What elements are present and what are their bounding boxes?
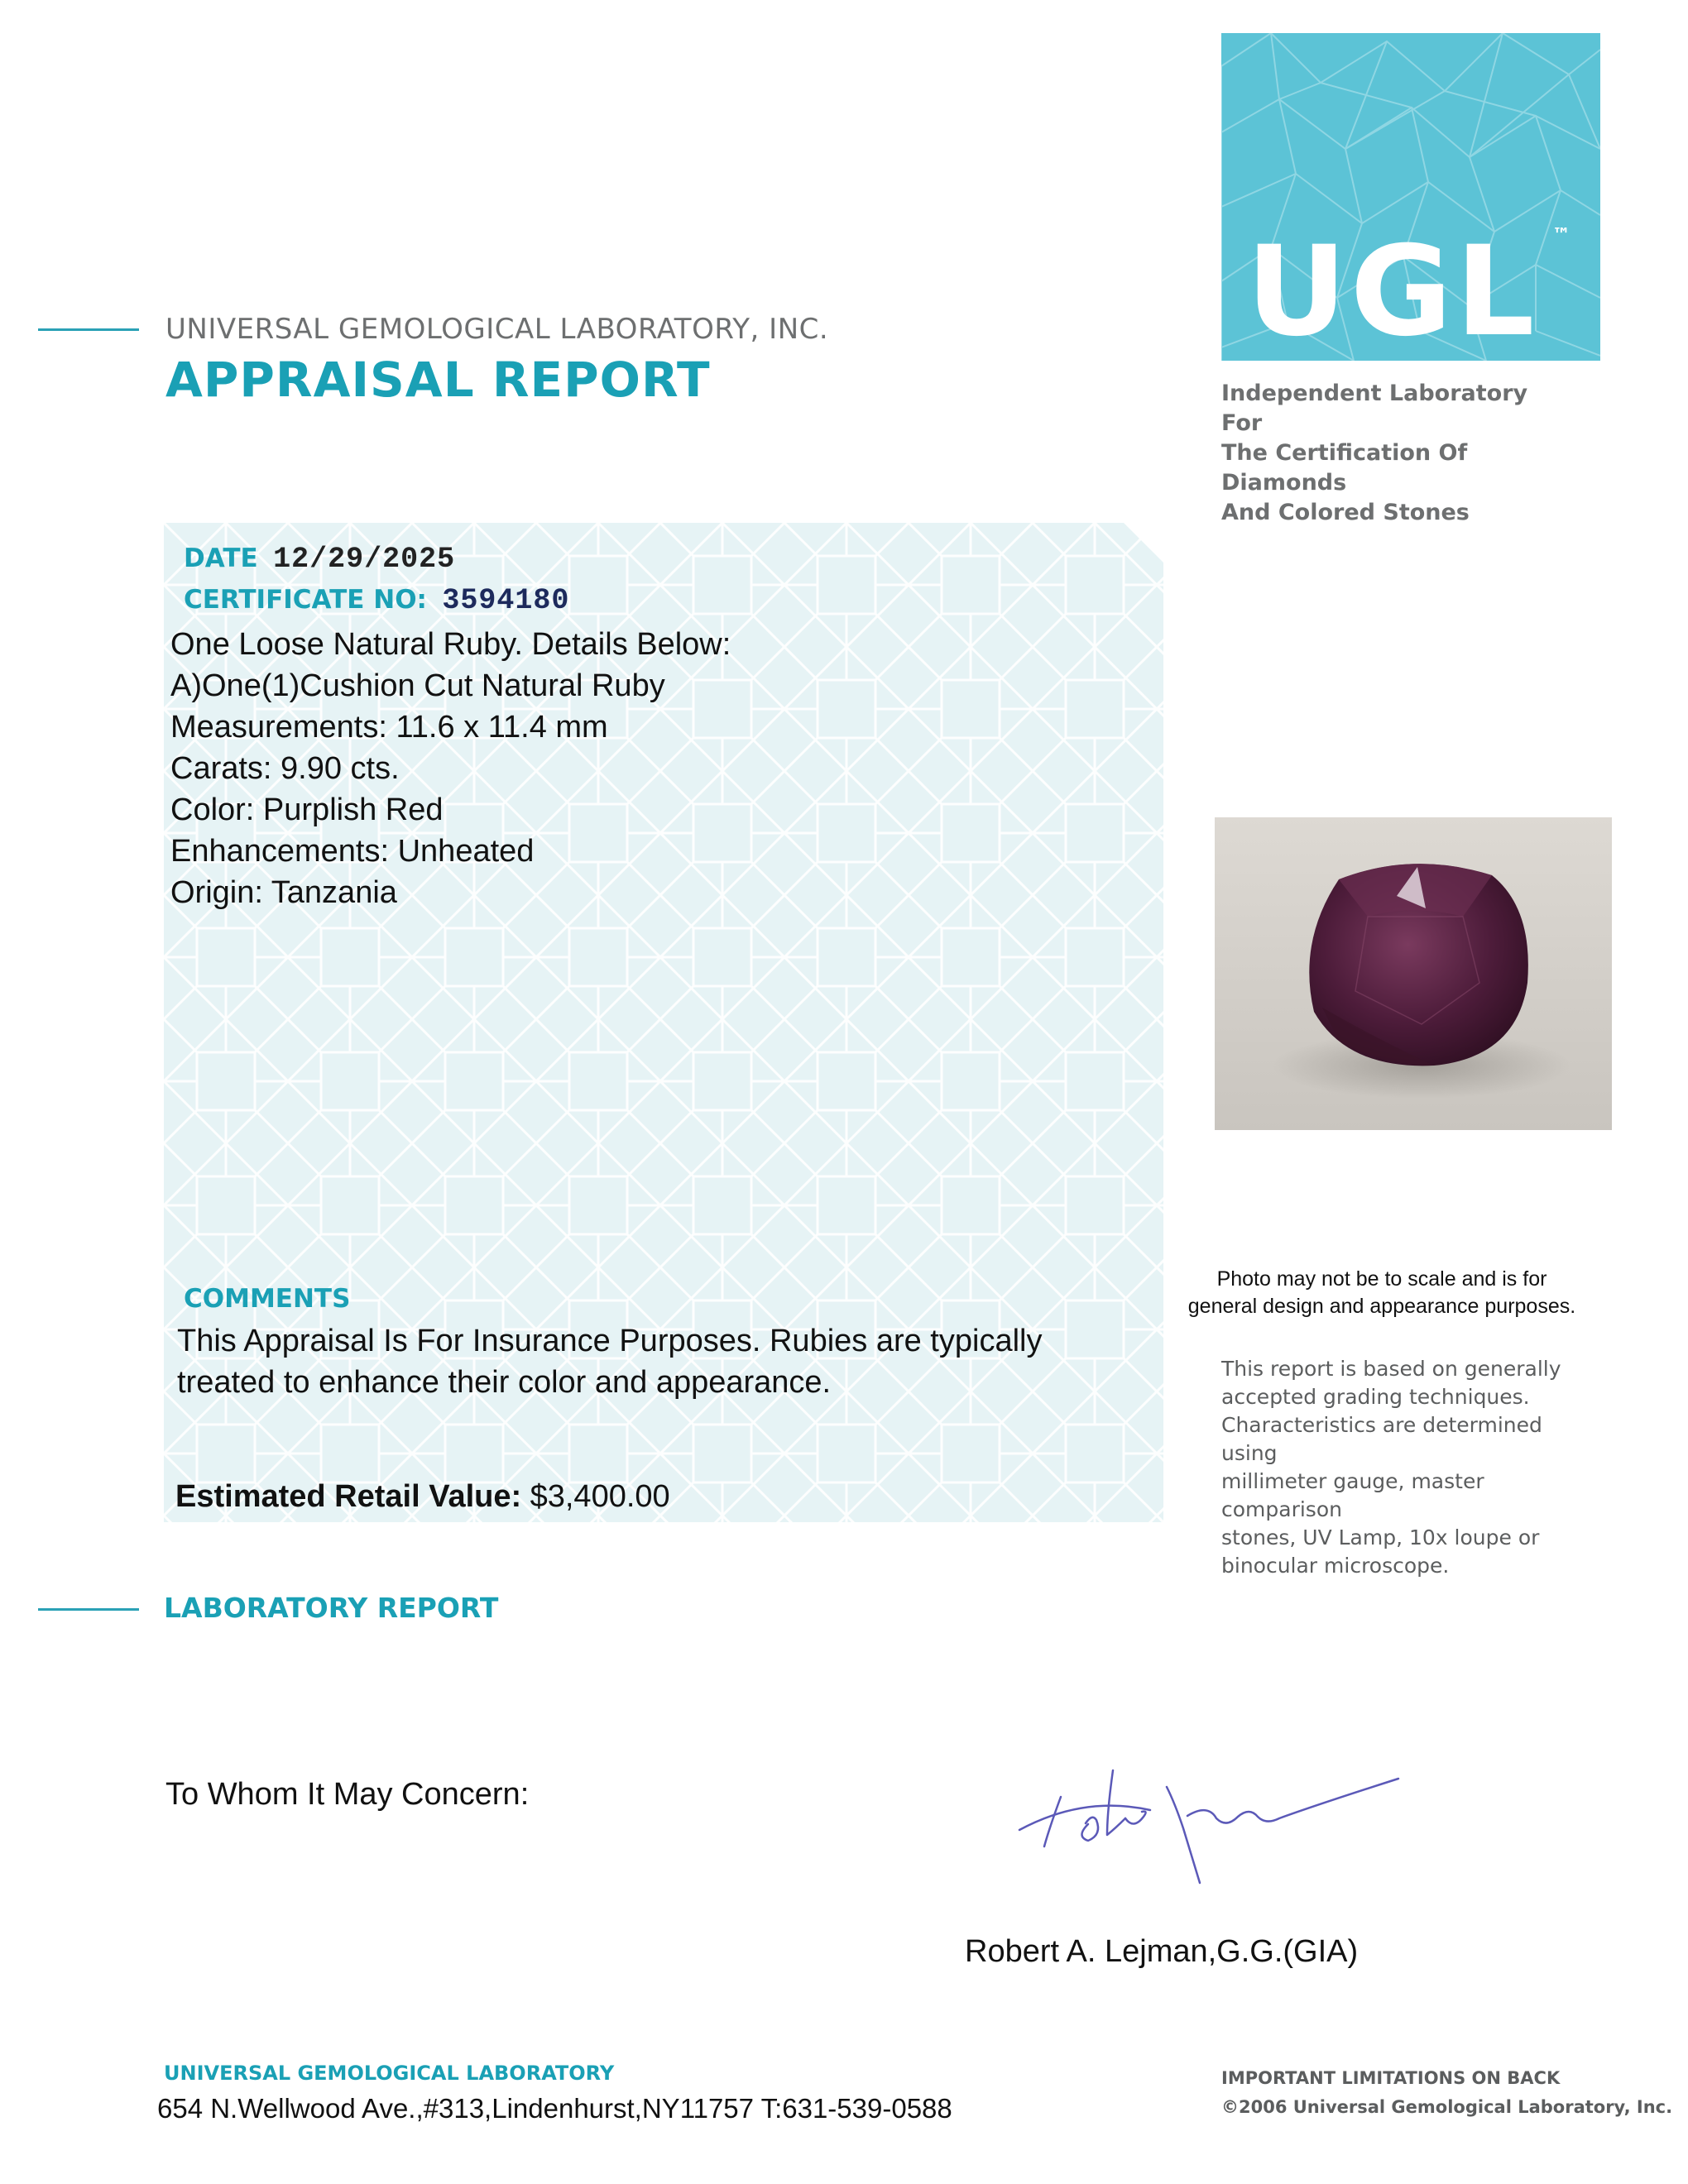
ruby-photo	[1215, 817, 1612, 1130]
stone-description	[170, 624, 731, 913]
lab-report-rule	[38, 1608, 139, 1611]
lab-report-label: LABORATORY REPORT	[164, 1592, 499, 1624]
tagline-line: And Colored Stones	[1221, 500, 1470, 525]
footer-address: 654 N.Wellwood Ave.,#313,Lindenhurst,NY11757 T:631-539-0588	[157, 2093, 952, 2124]
certificate-number-label: CERTIFICATE NO:	[184, 585, 427, 615]
date-label: DATE	[184, 544, 258, 573]
footer-copyright: ©2006 Universal Gemological Laboratory, Inc.	[1221, 2097, 1673, 2117]
certificate-panel	[164, 523, 1163, 1522]
methodology-note	[1221, 1355, 1585, 1580]
description-line: One Loose Natural Ruby. Details Below:	[170, 627, 731, 662]
description-line: Measurements: 11.6 x 11.4 mm	[170, 710, 608, 745]
description-line: Carats: 9.90 cts.	[170, 751, 400, 786]
signer-name: Robert A. Lejman,G.G.(GIA)	[965, 1934, 1359, 1969]
description-line: Color: Purplish Red	[170, 793, 444, 827]
comments-label: COMMENTS	[184, 1284, 351, 1314]
footer-lab-name: UNIVERSAL GEMOLOGICAL LABORATORY	[164, 2062, 615, 2085]
description-line: A)One(1)Cushion Cut Natural Ruby	[170, 668, 665, 703]
lab-name-heading: UNIVERSAL GEMOLOGICAL LABORATORY, INC.	[165, 313, 829, 346]
tagline-line: Independent Laboratory For	[1221, 381, 1528, 436]
ugl-logo	[1221, 33, 1600, 361]
methodology-line: This report is based on generally	[1221, 1357, 1561, 1381]
logo-tagline	[1221, 379, 1569, 528]
estimated-value-amount: $3,400.00	[530, 1479, 670, 1514]
ruby-gemstone-image	[1215, 817, 1612, 1130]
methodology-line: stones, UV Lamp, 10x loupe or	[1221, 1525, 1540, 1549]
description-line: Origin: Tanzania	[170, 875, 397, 910]
photo-disclaimer	[1167, 1266, 1597, 1320]
methodology-line: binocular microscope.	[1221, 1554, 1450, 1578]
estimated-value-row	[175, 1479, 670, 1515]
description-line: Enhancements: Unheated	[170, 834, 535, 869]
certificate-number-value: 3594180	[442, 584, 570, 617]
comments-text	[177, 1320, 1145, 1403]
methodology-line: millimeter gauge, master comparison	[1221, 1469, 1484, 1521]
date-value: 12/29/2025	[273, 543, 456, 576]
photo-note-line: Photo may not be to scale and is for	[1216, 1267, 1547, 1291]
certificate-number-row	[184, 584, 569, 617]
logo-wordmark: UGL	[1246, 220, 1538, 361]
footer-limitations: IMPORTANT LIMITATIONS ON BACK	[1221, 2068, 1561, 2088]
methodology-line: accepted grading techniques.	[1221, 1385, 1530, 1409]
methodology-line: Characteristics are determined using	[1221, 1413, 1542, 1465]
comments-line: treated to enhance their color and appearance.	[177, 1365, 832, 1400]
header-rule	[38, 328, 139, 331]
photo-note-line: general design and appearance purposes.	[1187, 1295, 1576, 1318]
estimated-value-label: Estimated Retail Value:	[175, 1479, 522, 1514]
date-row	[184, 543, 455, 576]
salutation: To Whom It May Concern:	[165, 1777, 530, 1812]
report-title: APPRAISAL REPORT	[165, 352, 711, 408]
comments-line: This Appraisal Is For Insurance Purposes. Rubies are typically	[177, 1324, 1043, 1358]
tagline-line: The Certification Of Diamonds	[1221, 440, 1468, 496]
logo-trademark: ™	[1552, 225, 1571, 246]
signature-image	[1009, 1737, 1407, 1886]
